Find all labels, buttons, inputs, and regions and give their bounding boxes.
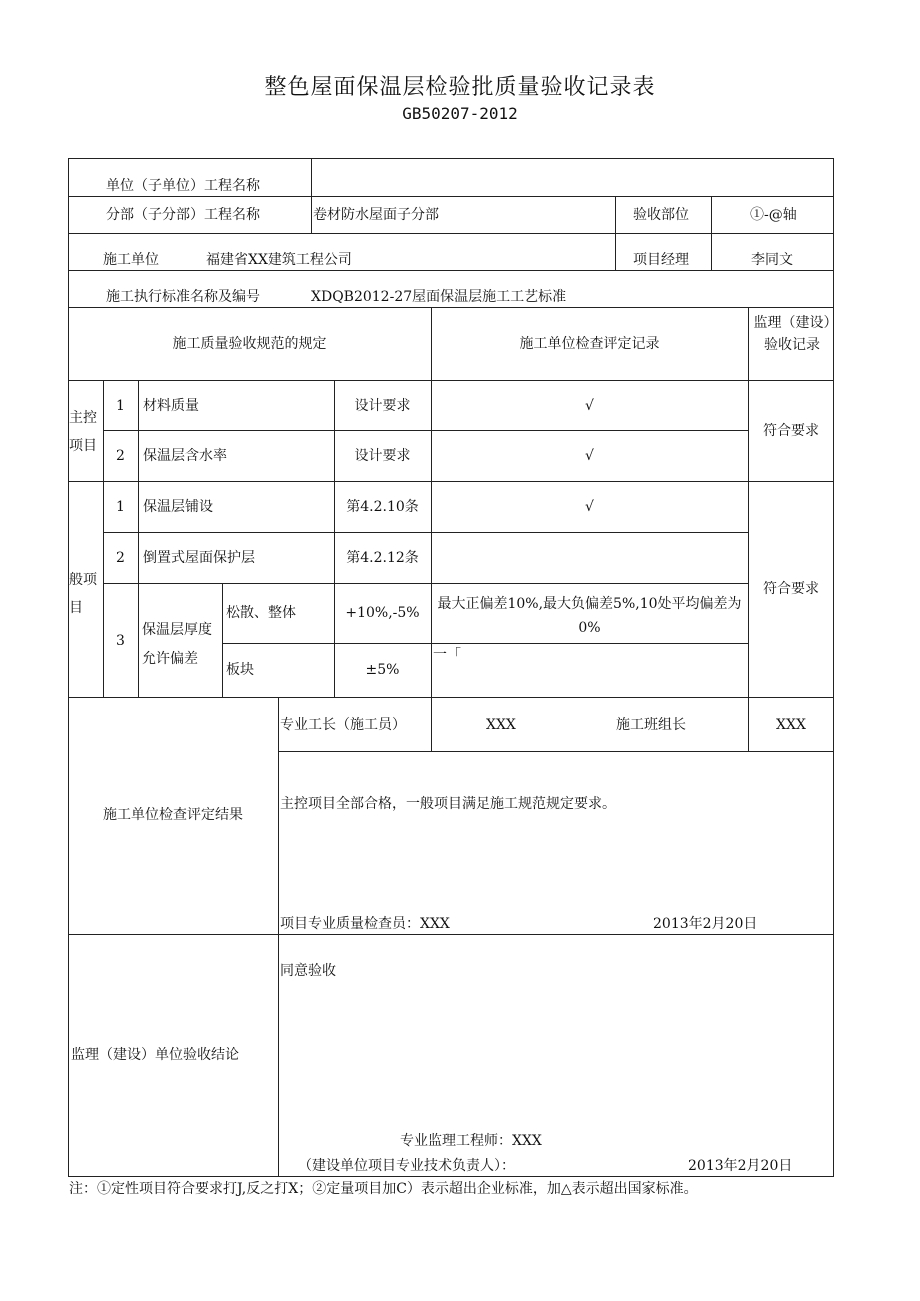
supervision-comment: 同意验收	[280, 963, 336, 979]
general-item-record: √	[585, 499, 594, 515]
main-item-no: 1	[116, 398, 125, 414]
thickness-sub-record: 一「	[433, 647, 461, 663]
col-line	[222, 583, 223, 697]
row-line	[103, 532, 748, 533]
row-line	[278, 751, 834, 752]
col-line	[431, 697, 432, 751]
quality-inspector: 项目专业质量检查员：XXX	[280, 916, 450, 932]
col-line	[278, 697, 279, 1177]
unit-project-label: 单位（子单位）工程名称	[106, 178, 260, 194]
main-item-no: 2	[116, 448, 125, 464]
general-item-no: 1	[116, 499, 125, 515]
col-line	[311, 158, 312, 233]
exec-standard-label: 施工执行标准名称及编号	[106, 289, 260, 305]
general-items-label: 般项目	[69, 572, 97, 616]
general-items-conclusion: 符合要求	[763, 581, 819, 597]
main-items-conclusion: 符合要求	[763, 423, 819, 439]
contractor-label: 施工单位	[103, 252, 159, 268]
row-line	[103, 430, 748, 431]
general-item-name: 保温层铺设	[143, 499, 213, 515]
manager-value: 李同文	[751, 252, 793, 268]
supervision-record-header: 监理（建设）验收记录	[753, 315, 831, 353]
spec-column-header: 施工质量验收规范的规定	[172, 336, 327, 352]
row-line	[68, 196, 834, 197]
thickness-sub-name: 板块	[226, 662, 254, 678]
general-item-no: 2	[116, 550, 125, 566]
row-line	[222, 643, 748, 644]
contractor-date: 2013年2月20日	[653, 916, 758, 932]
general-item-requirement: 第4.2.12条	[346, 550, 419, 566]
thickness-sub-requirement: +10%,-5%	[345, 605, 420, 621]
main-item-requirement: 设计要求	[354, 398, 411, 414]
sub-project-value: 卷材防水屋面子分部	[313, 207, 439, 223]
main-item-name: 材料质量	[143, 398, 199, 414]
sub-project-label: 分部（子分部）工程名称	[106, 207, 260, 223]
row-line	[68, 307, 834, 308]
manager-label: 项目经理	[633, 252, 689, 268]
general-item-requirement: 第4.2.10条	[346, 499, 419, 515]
supervision-date: 2013年2月20日	[688, 1158, 793, 1174]
standard-code: GB50207-2012	[402, 104, 518, 123]
team-leader-value: XXX	[776, 717, 806, 733]
thickness-sub-name: 松散、整体	[226, 605, 296, 621]
thickness-sub-record: 最大正偏差10%,最大负偏差5%,10处平均偏差为0%	[437, 596, 742, 636]
col-line	[138, 380, 139, 697]
row-line	[103, 583, 748, 584]
owner-representative: （建设单位项目专业技术负责人）：	[298, 1158, 515, 1174]
row-line	[68, 697, 834, 698]
contractor-value: 福建省XX建筑工程公司	[206, 252, 352, 268]
thickness-item-no: 3	[116, 633, 125, 649]
contractor-result-label: 施工单位检查评定结果	[103, 807, 243, 823]
foreman-label: 专业工长（施工员）	[280, 717, 406, 733]
acceptance-part-value: ①-@轴	[750, 207, 797, 223]
main-item-requirement: 设计要求	[354, 448, 411, 464]
document-title: 整色屋面保温层检验批质量验收记录表	[264, 75, 656, 100]
row-line	[68, 233, 834, 234]
col-line	[748, 307, 749, 697]
contractor-record-header: 施工单位检查评定记录	[519, 336, 660, 352]
supervision-result-label: 监理（建设）单位验收结论	[71, 1047, 239, 1063]
contractor-comment: 主控项目全部合格，一般项目满足施工规范规定要求。	[280, 796, 616, 812]
col-line	[615, 196, 616, 270]
general-item-name: 倒置式屋面保护层	[143, 550, 255, 566]
main-item-record: √	[585, 448, 594, 464]
footnote: 注：①定性项目符合要求打J,反之打X；②定量项目加C）表示超出企业标准，加△表示超出国家标准。	[69, 1181, 698, 1197]
row-line	[68, 481, 834, 482]
team-leader-label: 施工班组长	[616, 717, 686, 733]
supervision-engineer: 专业监理工程师：XXX	[400, 1133, 542, 1149]
thickness-sub-requirement: ±5%	[365, 662, 400, 678]
row-line	[68, 934, 834, 935]
row-line	[68, 270, 834, 271]
acceptance-part-label: 验收部位	[633, 207, 689, 223]
col-line	[711, 196, 712, 270]
foreman-value: XXX	[486, 717, 516, 733]
exec-standard-value: XDQB2012-27屋面保温层施工工艺标准	[311, 289, 567, 305]
main-items-label: 主控项目	[69, 410, 97, 454]
row-line	[68, 380, 834, 381]
main-item-name: 保温层含水率	[143, 448, 227, 464]
thickness-item-name: 保温层厚度允许偏差	[142, 622, 212, 667]
main-item-record: √	[585, 398, 594, 414]
